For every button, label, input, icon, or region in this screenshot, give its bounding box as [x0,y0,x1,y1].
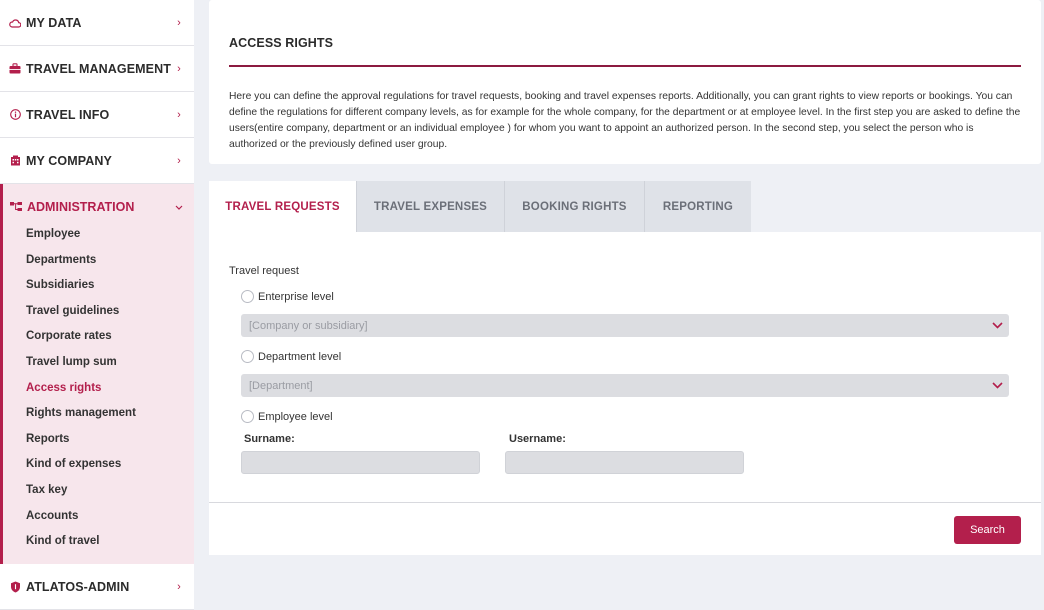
sidebar [0,0,194,610]
tab-reporting[interactable]: REPORTING [645,181,751,232]
form-divider [209,502,1041,503]
sidebar-item-travel-management[interactable] [0,46,194,92]
tab-travel-requests[interactable]: TRAVEL REQUESTS [209,181,357,232]
sidebar-item-administration[interactable] [3,192,194,222]
briefcase-icon [9,63,21,75]
sidebar-section-administration [0,184,194,565]
sidebar-subitem-travel-lump-sum[interactable]: Travel lump sum [26,355,117,368]
shield-icon [9,581,21,593]
cloud-icon [9,17,21,29]
chevron-down-icon [174,201,184,213]
page-title: ACCESS RIGHTS [229,0,1021,67]
sidebar-subitem-tax-key[interactable]: Tax key [26,483,68,496]
sidebar-item-atlatos-admin[interactable] [0,564,194,610]
radio-button[interactable] [241,410,254,423]
radio-label: Enterprise level [258,290,334,303]
radio-enterprise-level[interactable] [241,290,334,303]
sidebar-subitem-subsidiaries[interactable]: Subsidiaries [26,279,95,292]
sidebar-subitem-kind-of-expenses[interactable]: Kind of expenses [26,458,122,471]
sidebar-item-label: ADMINISTRATION [27,200,135,214]
sidebar-item-my-data[interactable] [0,0,194,46]
sidebar-subitem-reports[interactable]: Reports [26,432,70,445]
section-label: Travel request [229,265,299,277]
radio-label: Employee level [258,410,333,423]
sidebar-item-label: TRAVEL MANAGEMENT [26,61,171,76]
company-select-placeholder: [Company or subsidiary] [249,319,368,332]
chevron-right-icon: › [177,580,181,593]
radio-button[interactable] [241,350,254,363]
sidebar-item-travel-info[interactable] [0,92,194,138]
sitemap-icon [10,201,22,213]
sidebar-subitem-access-rights[interactable]: Access rights [26,381,102,394]
surname-label: Surname: [244,433,295,445]
radio-button[interactable] [241,290,254,303]
sidebar-subitem-travel-guidelines[interactable]: Travel guidelines [26,304,120,317]
header-card [209,0,1041,164]
sidebar-item-my-company[interactable] [0,138,194,184]
sidebar-item-label: MY COMPANY [26,153,112,168]
sidebar-item-label: TRAVEL INFO [26,107,110,122]
search-button[interactable]: Search [954,516,1021,544]
sidebar-item-label: ATLATOS-ADMIN [26,579,130,594]
radio-department-level[interactable] [241,350,341,363]
sidebar-subitem-kind-of-travel[interactable]: Kind of travel [26,535,100,548]
sidebar-subitem-accounts[interactable]: Accounts [26,509,79,522]
chevron-down-icon [985,322,1009,329]
tab-bar [209,181,751,232]
username-input[interactable] [505,451,744,474]
department-select-placeholder: [Department] [249,379,313,392]
surname-input[interactable] [241,451,480,474]
company-select[interactable] [241,314,1009,337]
building-icon [9,155,21,167]
radio-label: Department level [258,350,342,363]
chevron-right-icon: › [177,108,181,121]
sidebar-subitem-corporate-rates[interactable]: Corporate rates [26,330,112,343]
username-label: Username: [509,433,566,445]
sidebar-item-label: MY DATA [26,15,82,30]
chevron-right-icon: › [177,62,181,75]
chevron-right-icon: › [177,16,181,29]
page-description: Here you can define the approval regulations for travel requests, booking and travel expenses reports. Additionally, you can grant rights to view reports or bookings. You can define the regulations for different company levels, as for example for the whole company, for the department or at employee level. In the first step you are asked to define the users(entire company, department or an individual employee ) for whom you want to appoint an authorized person. In the second step, you select the person who is authorized or the previously defined user group. [229,91,1021,150]
sidebar-subitem-employee[interactable]: Employee [26,228,81,240]
info-icon [9,109,21,121]
chevron-right-icon: › [177,154,181,167]
tab-booking-rights[interactable]: BOOKING RIGHTS [505,181,645,232]
travel-request-form [209,232,1041,555]
tab-travel-expenses[interactable]: TRAVEL EXPENSES [357,181,505,232]
sidebar-subitem-rights-management[interactable]: Rights management [26,407,136,420]
sidebar-subitem-departments[interactable]: Departments [26,253,97,266]
chevron-down-icon [985,382,1009,389]
department-select[interactable] [241,374,1009,397]
radio-employee-level[interactable] [241,410,333,423]
